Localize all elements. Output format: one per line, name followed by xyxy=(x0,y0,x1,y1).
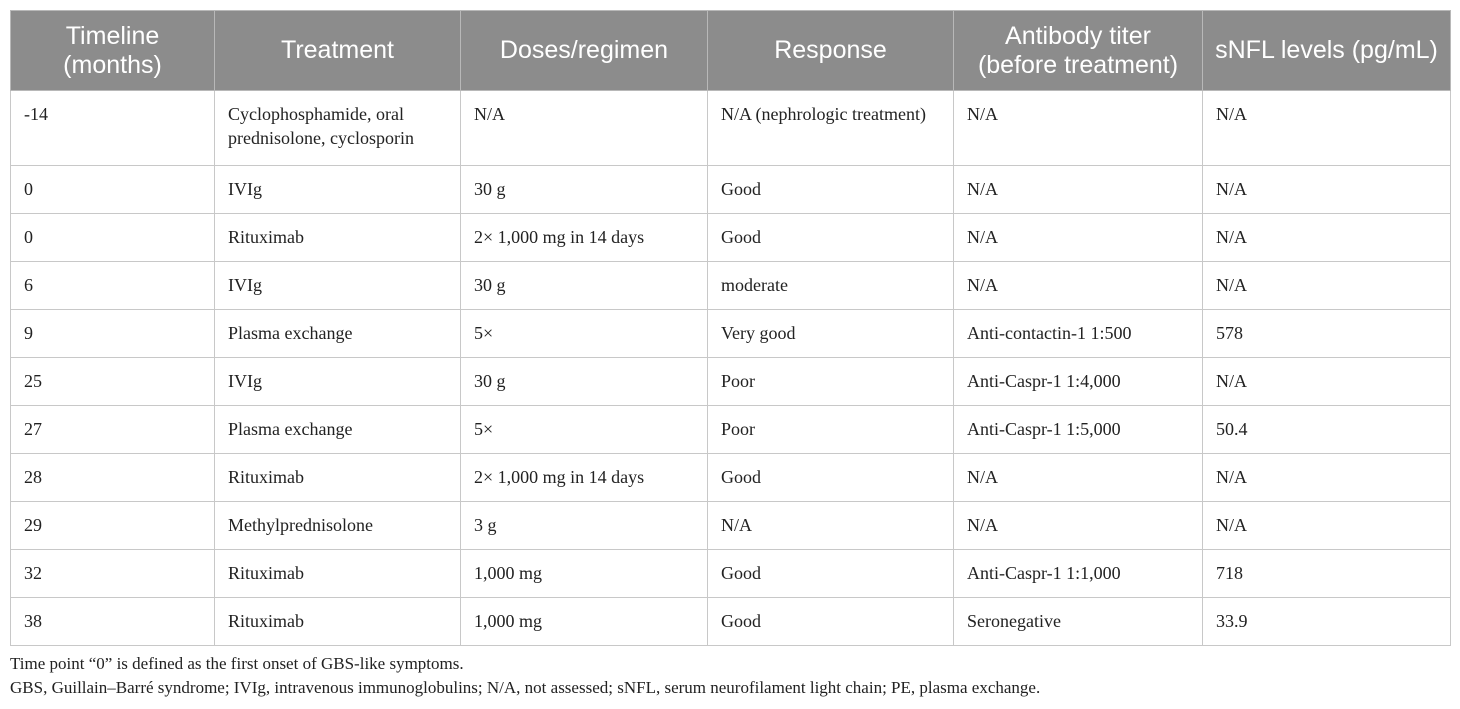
cell-antibody-titer: Anti-Caspr-1 1:4,000 xyxy=(954,358,1203,406)
cell-response: Good xyxy=(708,214,954,262)
table-header xyxy=(11,11,1451,91)
cell-treatment: Cyclophosphamide, oral prednisolone, cyclosporin xyxy=(215,91,461,166)
cell-snfl: N/A xyxy=(1203,358,1451,406)
cell-antibody-titer: N/A xyxy=(954,166,1203,214)
cell-doses: 2× 1,000 mg in 14 days xyxy=(461,214,708,262)
cell-response: Poor xyxy=(708,406,954,454)
cell-treatment: Rituximab xyxy=(215,598,461,646)
cell-snfl: N/A xyxy=(1203,166,1451,214)
cell-timeline: -14 xyxy=(11,91,215,166)
header-row xyxy=(11,11,1451,91)
cell-antibody-titer: N/A xyxy=(954,91,1203,166)
cell-treatment: IVIg xyxy=(215,262,461,310)
cell-doses: 30 g xyxy=(461,166,708,214)
column-header-timeline: Timeline (months) xyxy=(11,11,215,91)
cell-doses: 1,000 mg xyxy=(461,598,708,646)
column-header-response: Response xyxy=(708,11,954,91)
table-footnotes xyxy=(10,652,1040,700)
cell-treatment: Rituximab xyxy=(215,454,461,502)
cell-timeline: 32 xyxy=(11,550,215,598)
cell-snfl: N/A xyxy=(1203,214,1451,262)
cell-snfl: N/A xyxy=(1203,502,1451,550)
cell-antibody-titer: Anti-Caspr-1 1:5,000 xyxy=(954,406,1203,454)
table-row xyxy=(11,598,1451,646)
cell-response: Good xyxy=(708,598,954,646)
cell-snfl: N/A xyxy=(1203,91,1451,166)
footnote-definition: Time point “0” is defined as the first onset of GBS-like symptoms. xyxy=(10,654,464,673)
table-row xyxy=(11,214,1451,262)
table-row xyxy=(11,502,1451,550)
cell-treatment: IVIg xyxy=(215,358,461,406)
column-header-antibody-titer: Antibody titer (before treatment) xyxy=(954,11,1203,91)
cell-response: Poor xyxy=(708,358,954,406)
cell-antibody-titer: N/A xyxy=(954,502,1203,550)
cell-treatment: Rituximab xyxy=(215,214,461,262)
cell-antibody-titer: Seronegative xyxy=(954,598,1203,646)
column-header-doses: Doses/regimen xyxy=(461,11,708,91)
cell-antibody-titer: Anti-Caspr-1 1:1,000 xyxy=(954,550,1203,598)
table-row xyxy=(11,358,1451,406)
column-header-snfl: sNFL levels (pg/mL) xyxy=(1203,11,1451,91)
cell-treatment: Methylprednisolone xyxy=(215,502,461,550)
table-row xyxy=(11,91,1451,166)
cell-doses: 5× xyxy=(461,406,708,454)
cell-snfl: N/A xyxy=(1203,262,1451,310)
cell-response: N/A xyxy=(708,502,954,550)
cell-timeline: 28 xyxy=(11,454,215,502)
cell-snfl: 50.4 xyxy=(1203,406,1451,454)
cell-treatment: Plasma exchange xyxy=(215,406,461,454)
cell-response: N/A (nephrologic treatment) xyxy=(708,91,954,166)
table-row xyxy=(11,406,1451,454)
footnote-abbreviations: GBS, Guillain–Barré syndrome; IVIg, intravenous immunoglobulins; N/A, not assessed; sNFL, serum neurofilament light chain; PE, plasma exchange. xyxy=(10,678,1041,697)
cell-response: Good xyxy=(708,550,954,598)
cell-treatment: Rituximab xyxy=(215,550,461,598)
cell-response: Good xyxy=(708,166,954,214)
cell-doses: 30 g xyxy=(461,358,708,406)
cell-doses: N/A xyxy=(461,91,708,166)
cell-doses: 1,000 mg xyxy=(461,550,708,598)
cell-antibody-titer: N/A xyxy=(954,214,1203,262)
cell-timeline: 29 xyxy=(11,502,215,550)
table-body xyxy=(11,91,1451,646)
cell-antibody-titer: N/A xyxy=(954,262,1203,310)
cell-response: Very good xyxy=(708,310,954,358)
cell-antibody-titer: N/A xyxy=(954,454,1203,502)
cell-timeline: 0 xyxy=(11,214,215,262)
table-row xyxy=(11,310,1451,358)
cell-treatment: IVIg xyxy=(215,166,461,214)
table-row xyxy=(11,166,1451,214)
column-header-treatment: Treatment xyxy=(215,11,461,91)
cell-snfl: 718 xyxy=(1203,550,1451,598)
cell-doses: 3 g xyxy=(461,502,708,550)
cell-treatment: Plasma exchange xyxy=(215,310,461,358)
cell-antibody-titer: Anti-contactin-1 1:500 xyxy=(954,310,1203,358)
cell-timeline: 38 xyxy=(11,598,215,646)
cell-response: Good xyxy=(708,454,954,502)
table-row xyxy=(11,550,1451,598)
cell-snfl: N/A xyxy=(1203,454,1451,502)
table-row xyxy=(11,454,1451,502)
cell-doses: 30 g xyxy=(461,262,708,310)
cell-timeline: 0 xyxy=(11,166,215,214)
cell-timeline: 25 xyxy=(11,358,215,406)
table-row xyxy=(11,262,1451,310)
cell-timeline: 27 xyxy=(11,406,215,454)
cell-doses: 5× xyxy=(461,310,708,358)
treatment-timeline-table xyxy=(10,10,1451,646)
cell-response: moderate xyxy=(708,262,954,310)
cell-timeline: 6 xyxy=(11,262,215,310)
cell-snfl: 33.9 xyxy=(1203,598,1451,646)
cell-timeline: 9 xyxy=(11,310,215,358)
cell-snfl: 578 xyxy=(1203,310,1451,358)
cell-doses: 2× 1,000 mg in 14 days xyxy=(461,454,708,502)
